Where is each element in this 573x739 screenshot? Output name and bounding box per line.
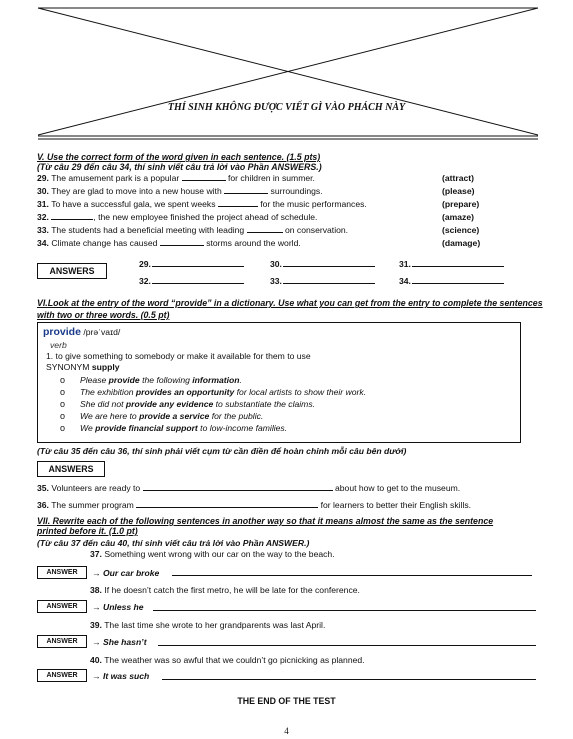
question-37 <box>90 549 335 559</box>
question-33 <box>37 225 537 237</box>
question-number: 35. <box>37 483 49 493</box>
answer-slot-number: 29. <box>139 259 151 269</box>
question-text-after: , the new employee finished the project ahead of schedule. <box>93 212 318 222</box>
answer-slot-number: 34. <box>399 276 411 286</box>
answer-label: ANSWER <box>37 566 87 579</box>
fill-blank[interactable] <box>143 483 333 491</box>
rewrite-start: → It was such <box>92 671 150 681</box>
question-sentence: The last time she wrote to her grandparents was last April. <box>104 620 326 630</box>
question-text-before: Climate change has caused <box>51 238 158 248</box>
question-32 <box>37 212 537 224</box>
answer-slot-30[interactable] <box>270 259 375 269</box>
example-5: We provide financial support to low-income families. <box>80 423 288 433</box>
rewrite-start: → She hasn’t <box>92 637 147 647</box>
word-hint: (damage) <box>442 238 481 248</box>
question-36 <box>37 500 471 510</box>
rewrite-start: → Our car broke <box>92 568 160 578</box>
question-number: 30. <box>37 186 49 196</box>
question-29 <box>37 173 537 185</box>
header-instruction: THÍ SINH KHÔNG ĐƯỢC VIẾT GÌ VÀO PHÁCH NÀY <box>167 102 406 113</box>
answers-label: ANSWERS <box>37 263 107 279</box>
question-text-after: for children in summer. <box>228 173 315 183</box>
answer-line[interactable] <box>153 610 536 611</box>
question-number: 36. <box>37 500 49 510</box>
end-of-test: THE END OF THE TEST <box>237 696 336 706</box>
fill-blank[interactable] <box>224 186 268 194</box>
question-text-after: about how to get to the museum. <box>334 483 461 493</box>
bullet-icon: o <box>60 399 66 409</box>
answer-slot-number: 33. <box>270 276 282 286</box>
question-30 <box>37 186 537 198</box>
question-35 <box>37 483 460 493</box>
question-number: 40. <box>90 655 102 665</box>
page-number: 4 <box>284 726 289 736</box>
synonym-label: SYNONYM <box>46 362 90 372</box>
answer-slot-33[interactable] <box>270 276 375 286</box>
question-text-before: To have a successful gala, we spent weeks <box>51 199 216 209</box>
question-number: 39. <box>90 620 102 630</box>
question-number: 32. <box>37 212 49 222</box>
question-38 <box>90 585 360 595</box>
fill-blank[interactable] <box>51 212 93 220</box>
entry-headword: provide <box>43 326 81 338</box>
fill-blank[interactable] <box>218 199 258 207</box>
word-hint: (attract) <box>442 173 474 183</box>
question-sentence: If he doesn’t catch the first metro, he will be late for the conference. <box>104 585 360 595</box>
fill-blank[interactable] <box>160 238 204 246</box>
answer-line[interactable] <box>172 575 532 576</box>
section6-hint: (Từ câu 35 đến câu 36, thí sinh phải viết cụm từ cần điền để hoàn chỉnh mỗi câu bên dưới) <box>37 446 407 456</box>
synonym-word: supply <box>91 362 120 372</box>
answer-slot-29[interactable] <box>139 259 244 269</box>
example-3: She did not provide any evidence to substantiate the claims. <box>80 399 316 409</box>
question-number: 34. <box>37 238 49 248</box>
answer-label: ANSWER <box>37 635 87 648</box>
question-text-before: The amusement park is a popular <box>51 173 180 183</box>
answer-label: ANSWER <box>37 600 87 613</box>
question-text-before: The students had a beneficial meeting with leading <box>51 225 245 235</box>
question-number: 37. <box>90 549 102 559</box>
word-hint: (prepare) <box>442 199 480 209</box>
question-text-before: The summer program <box>51 500 134 510</box>
word-hint: (amaze) <box>442 212 474 222</box>
word-hint: (science) <box>442 225 480 235</box>
question-text-after: for the music performances. <box>260 199 367 209</box>
question-text-after: surroundings. <box>270 186 323 196</box>
bullet-icon: o <box>60 375 66 385</box>
question-40 <box>90 655 365 665</box>
section5-title: V. Use the correct form of the word given in each sentence. (1.5 pts) <box>37 152 321 162</box>
question-sentence: Something went wrong with our car on the way to the beach. <box>104 549 335 559</box>
question-number: 38. <box>90 585 102 595</box>
rewrite-start: → Unless he <box>92 602 144 612</box>
question-text-before: Volunteers are ready to <box>51 483 141 493</box>
question-39 <box>90 620 325 630</box>
question-text-before: They are glad to move into a new house with <box>51 186 222 196</box>
answer-line[interactable] <box>162 679 536 680</box>
entry-definition: 1. to give something to somebody or make it available for them to use <box>46 351 311 361</box>
answer-slot-number: 32. <box>139 276 151 286</box>
answer-slot-number: 31. <box>399 259 411 269</box>
question-sentence: The weather was so awful that we couldn’t go picnicking as planned. <box>104 655 365 665</box>
answers-label-2: ANSWERS <box>37 461 105 477</box>
section7-title: VII. Rewrite each of the following sentences in another way so that it means almost the same as the sentence printed before it. (1.0 pt) <box>37 516 494 536</box>
question-text-after: for learners to better their English skills. <box>320 500 472 510</box>
answer-slot-31[interactable] <box>399 259 504 269</box>
answer-slot-number: 30. <box>270 259 282 269</box>
section6-title: VI.Look at the entry of the word “provide” in a dictionary. Use what you can get from the entry to complete the sentences with two or three words. (0.5 pt) <box>37 298 543 320</box>
fill-blank[interactable] <box>182 173 226 181</box>
example-2: The exhibition provides an opportunity for local artists to show their work. <box>80 387 367 397</box>
header-crossout <box>0 0 573 150</box>
section5-hint: (Từ câu 29 đến câu 34, thí sinh viết câu trả lời vào Phần ANSWERS.) <box>37 162 322 172</box>
entry-pronunciation: /prəˈvaɪd/ <box>83 327 121 337</box>
question-number: 29. <box>37 173 49 183</box>
answer-slot-32[interactable] <box>139 276 244 286</box>
question-text-after: on conservation. <box>284 225 349 235</box>
question-number: 31. <box>37 199 49 209</box>
bullet-icon: o <box>60 423 66 433</box>
bullet-icon: o <box>60 387 66 397</box>
question-text-after: storms around the world. <box>206 238 301 248</box>
section7-hint: (Từ câu 37 đến câu 40, thí sinh viết câu trả lời vào Phần ANSWER.) <box>37 538 310 548</box>
question-number: 33. <box>37 225 49 235</box>
fill-blank[interactable] <box>247 225 283 233</box>
example-4: We are here to provide a service for the public. <box>80 411 264 421</box>
entry-headword-line <box>43 326 120 339</box>
answer-line[interactable] <box>158 645 536 646</box>
example-1: Please provide the following information. <box>80 375 242 385</box>
entry-synonym-line <box>46 362 120 372</box>
fill-blank[interactable] <box>136 500 318 508</box>
entry-pos: verb <box>50 340 67 350</box>
answer-label: ANSWER <box>37 669 87 682</box>
bullet-icon: o <box>60 411 66 421</box>
answer-slot-34[interactable] <box>399 276 504 286</box>
question-31 <box>37 199 537 211</box>
word-hint: (please) <box>442 186 475 196</box>
question-34 <box>37 238 537 250</box>
